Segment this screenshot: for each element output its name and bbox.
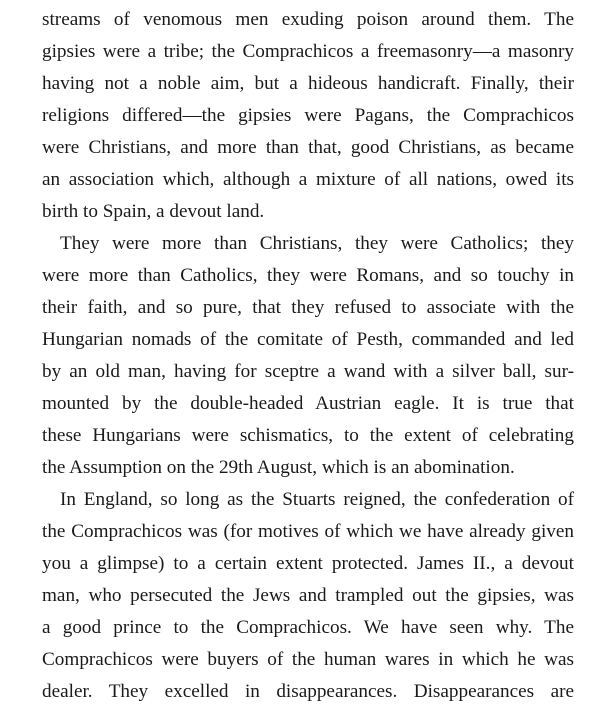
text-line: were more than Catholics, they were Romans, and so touchy in	[42, 265, 574, 286]
text-line: a good prince to the Comprachicos. We have seen why. The	[42, 617, 574, 638]
text-line: birth to Spain, a devout land.	[42, 201, 265, 222]
text-line: religions differed—the gipsies were Pagans, the Comprachicos	[42, 105, 574, 126]
text-line: having not a noble aim, but a hideous handicraft. Finally, their	[42, 73, 574, 94]
text-line: gipsies were a tribe; the Comprachicos a freemasonry—a masonry	[42, 41, 574, 62]
text-line: streams of venomous men exuding poison around them. The	[42, 9, 574, 30]
text-line: They were more than Christians, they were Catholics; they	[60, 233, 574, 254]
text-line: man, who persecuted the Jews and trampled out the gipsies, was	[42, 585, 574, 606]
text-line: Hungarian nomads of the comitate of Pesth, commanded and led	[42, 329, 574, 350]
text-line: you a glimpse) to a certain extent protected. James II., a devout	[42, 553, 574, 574]
text-line: these Hungarians were schismatics, to the extent of celebrating	[42, 425, 574, 446]
text-line: were Christians, and more than that, good Christians, as became	[42, 137, 574, 158]
text-line: the Comprachicos was (for motives of which we have already given	[42, 521, 574, 542]
text-line: an association which, although a mixture of all nations, owed its	[42, 169, 574, 190]
text-line: In England, so long as the Stuarts reigned, the confederation of	[60, 489, 574, 510]
text-line: Comprachicos were buyers of the human wares in which he was	[42, 649, 574, 670]
text-line: their faith, and so pure, that they refused to associate with the	[42, 297, 574, 318]
text-line: the Assumption on the 29th August, which is an abomination.	[42, 457, 515, 478]
text-line: mounted by the double-headed Austrian eagle. It is true that	[42, 393, 574, 414]
text-line: dealer. They excelled in disappearances. Disappearances are	[42, 681, 574, 702]
text-line: by an old man, having for sceptre a wand with a silver ball, sur-	[42, 361, 574, 382]
